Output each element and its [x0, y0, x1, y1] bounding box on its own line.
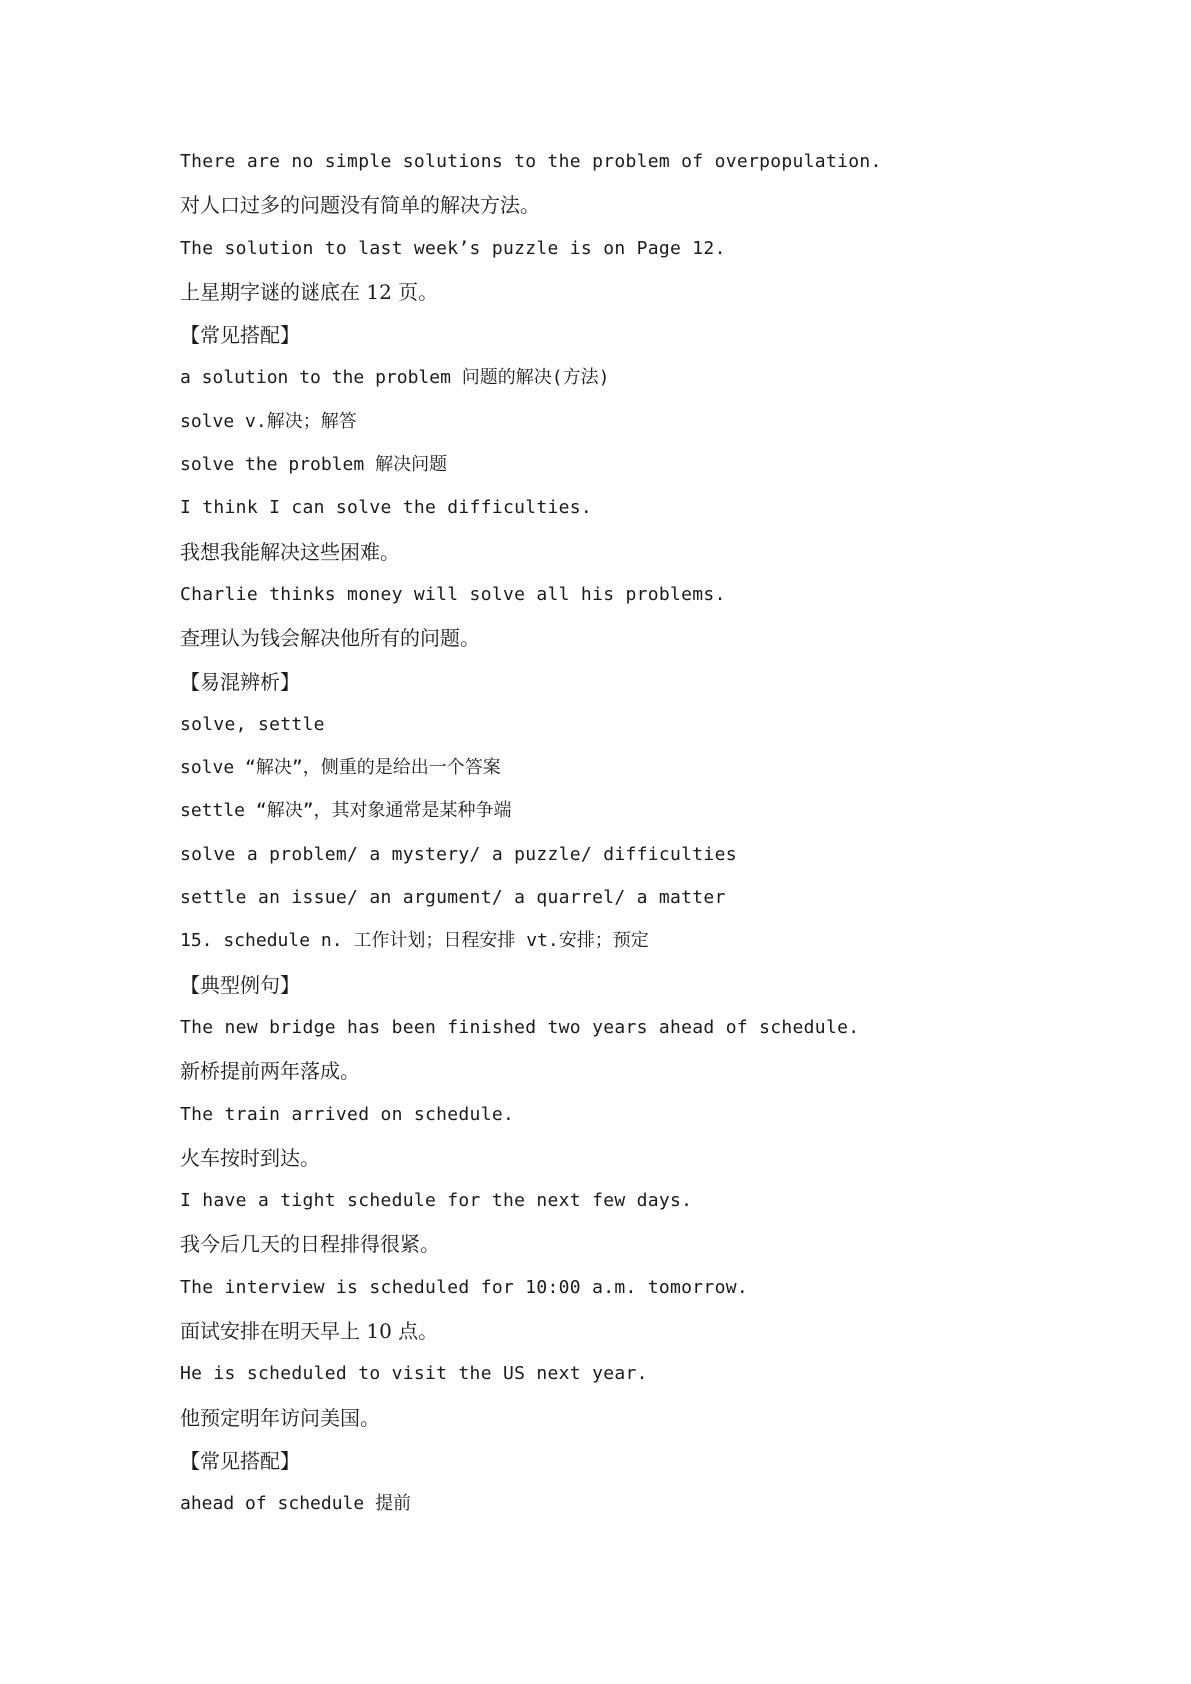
- text-line: solve the problem 解决问题: [180, 454, 448, 476]
- text-line: The interview is scheduled for 10:00 a.m. tomorrow.: [180, 1276, 748, 1298]
- text-line: 对人口过多的问题没有简单的解决方法。: [180, 193, 540, 218]
- text-line: 我今后几天的日程排得很紧。: [180, 1232, 440, 1257]
- text-line: solve a problem/ a mystery/ a puzzle/ difficulties: [180, 843, 737, 865]
- text-line: a solution to the problem 问题的解决(方法): [180, 367, 610, 389]
- section-heading: 【典型例句】: [180, 972, 300, 997]
- text-line: I think I can solve the difficulties.: [180, 497, 593, 519]
- text-line: 火车按时到达。: [180, 1145, 320, 1170]
- text-line: The new bridge has been finished two years ahead of schedule.: [180, 1016, 860, 1038]
- text-line: ahead of schedule 提前: [180, 1493, 412, 1515]
- document-body: [180, 144, 1080, 1530]
- text-line: solve “解决”，侧重的是给出一个答案: [180, 757, 501, 779]
- text-line: solve v.解决；解答: [180, 410, 357, 432]
- section-heading: 【常见搭配】: [180, 1448, 300, 1473]
- text-line: I have a tight schedule for the next few days.: [180, 1190, 693, 1212]
- text-line: The solution to last week’s puzzle is on Page 12.: [180, 237, 726, 259]
- text-line: He is scheduled to visit the US next year.: [180, 1363, 648, 1385]
- text-line: Charlie thinks money will solve all his problems.: [180, 583, 726, 605]
- section-heading: 【常见搭配】: [180, 323, 300, 348]
- text-line: settle an issue/ an argument/ a quarrel/ a matter: [180, 887, 726, 909]
- section-heading: 【易混辨析】: [180, 669, 300, 694]
- text-line: There are no simple solutions to the problem of overpopulation.: [180, 151, 882, 172]
- text-line: settle “解决”，其对象通常是某种争端: [180, 800, 512, 822]
- text-line: solve, settle: [180, 713, 325, 735]
- text-line: 他预定明年访问美国。: [180, 1405, 380, 1430]
- text-line: 查理认为钱会解决他所有的问题。: [180, 626, 480, 651]
- text-line: 我想我能解决这些困难。: [180, 539, 400, 564]
- vocab-entry: 15. schedule n. 工作计划；日程安排 vt.安排；预定: [180, 930, 649, 952]
- text-line: The train arrived on schedule.: [180, 1103, 515, 1125]
- text-line: 上星期字谜的谜底在 12 页。: [180, 279, 439, 304]
- text-line: 面试安排在明天早上 10 点。: [180, 1319, 439, 1344]
- text-line: 新桥提前两年落成。: [180, 1059, 360, 1084]
